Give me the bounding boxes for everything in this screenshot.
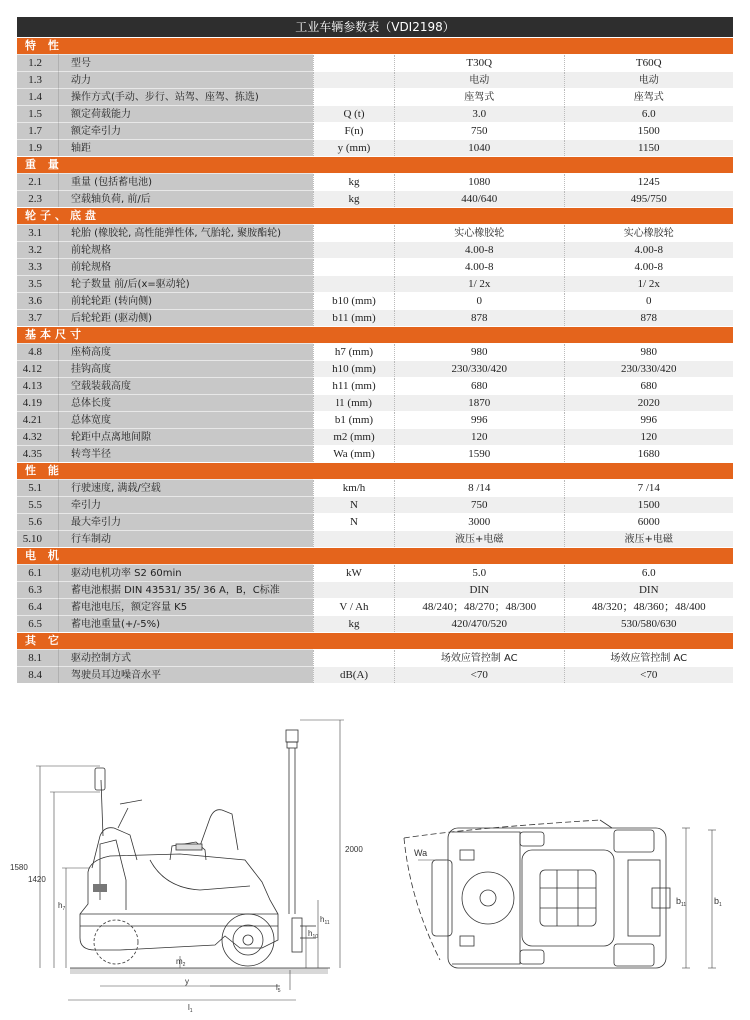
table-row xyxy=(17,71,733,88)
value-t30q: 电动 xyxy=(469,75,490,86)
value-t30q: 8 /14 xyxy=(468,482,491,494)
row-values xyxy=(313,428,733,445)
row-values xyxy=(313,173,733,190)
row-number: 3.2 xyxy=(17,241,58,258)
row-values xyxy=(313,88,733,105)
value-t60q: 座驾式 xyxy=(564,89,734,105)
row-unit: kg xyxy=(313,616,395,632)
dim-l1-sub: 1 xyxy=(189,1008,193,1014)
dim-wa: Wa xyxy=(414,848,428,858)
row-label: 挂钩高度 xyxy=(58,360,313,377)
row-values xyxy=(313,71,733,88)
value-t60q: 680 xyxy=(564,378,734,394)
value-t30q: 实心橡胶轮 xyxy=(454,228,505,239)
value-t30q: 1590 xyxy=(468,448,491,460)
steering-wheel xyxy=(462,872,514,924)
row-number: 3.1 xyxy=(17,224,58,241)
tractor-body xyxy=(80,854,278,950)
row-label: 空载装载高度 xyxy=(58,377,313,394)
row-values xyxy=(313,564,733,581)
dim-b1: b xyxy=(714,896,720,906)
row-label: 前轮规格 xyxy=(58,241,313,258)
ground-hatch xyxy=(70,968,328,974)
row-unit: F(n) xyxy=(313,123,395,139)
row-unit xyxy=(313,259,395,275)
section-header: 基本尺寸 xyxy=(17,326,733,343)
table-row xyxy=(17,615,733,632)
dim-m2: m xyxy=(176,957,183,966)
value-t30q: 5.0 xyxy=(472,567,487,579)
value-t30q: 680 xyxy=(471,380,488,392)
value-t60q: T60Q xyxy=(564,55,734,71)
row-values xyxy=(313,275,733,292)
row-number: 4.13 xyxy=(17,377,58,394)
row-number: 5.1 xyxy=(17,479,58,496)
row-label: 操作方式(手动、步行、站驾、座驾、拣选) xyxy=(58,88,313,105)
row-label: 型号 xyxy=(58,54,313,71)
value-t30q: 440/640 xyxy=(461,193,498,205)
row-values xyxy=(313,190,733,207)
svg-text:l5 xyxy=(276,983,281,994)
table-row xyxy=(17,343,733,360)
section-header: 重 量 xyxy=(17,156,733,173)
svg-text:h11 xyxy=(320,915,330,926)
value-t60q: 电动 xyxy=(564,72,734,88)
row-label: 牵引力 xyxy=(58,496,313,513)
row-label: 蓄电池电压，额定容量 K5 xyxy=(58,598,313,615)
value-t30q: 48/240；48/270；48/300 xyxy=(422,601,537,613)
table-row xyxy=(17,360,733,377)
row-unit xyxy=(313,276,395,292)
value-t30q: 980 xyxy=(471,346,488,358)
row-number: 6.4 xyxy=(17,598,58,615)
side-view-drawing xyxy=(70,730,330,974)
row-number: 5.10 xyxy=(17,530,58,547)
row-number: 4.8 xyxy=(17,343,58,360)
section-header: 轮子、底盘 xyxy=(17,207,733,224)
row-number: 4.19 xyxy=(17,394,58,411)
row-number: 1.4 xyxy=(17,88,58,105)
value-t30q: 996 xyxy=(471,414,488,426)
value-t30q: 750 xyxy=(471,125,488,137)
dim-y: y xyxy=(185,977,189,986)
row-values xyxy=(313,105,733,122)
row-unit: N xyxy=(313,514,395,530)
table-row xyxy=(17,54,733,71)
row-values xyxy=(313,377,733,394)
value-t30q: 750 xyxy=(471,499,488,511)
dim-2000: 2000 xyxy=(345,845,363,854)
value-t30q: 878 xyxy=(471,312,488,324)
table-row xyxy=(17,105,733,122)
value-t30q: 座驾式 xyxy=(464,92,495,103)
table-row xyxy=(17,530,733,547)
row-number: 3.5 xyxy=(17,275,58,292)
row-label: 额定牵引力 xyxy=(58,122,313,139)
row-unit: h11 (mm) xyxy=(313,378,395,394)
dim-h10-sub: 10 xyxy=(312,934,319,940)
row-number: 3.7 xyxy=(17,309,58,326)
row-values xyxy=(313,241,733,258)
row-label: 蓄电池根据 DIN 43531/ 35/ 36 A，B，C标准 xyxy=(58,581,313,598)
value-t60q: 996 xyxy=(564,412,734,428)
row-values xyxy=(313,530,733,547)
section-header: 性 能 xyxy=(17,462,733,479)
value-t60q: 230/330/420 xyxy=(564,361,734,377)
value-t30q: <70 xyxy=(470,669,488,681)
row-unit xyxy=(313,582,395,598)
dim-h7: h xyxy=(58,901,63,910)
row-label: 前轮规格 xyxy=(58,258,313,275)
row-values xyxy=(313,139,733,156)
table-row xyxy=(17,309,733,326)
value-t60q: 1680 xyxy=(564,446,734,462)
row-values xyxy=(313,411,733,428)
row-unit: m2 (mm) xyxy=(313,429,395,445)
table-title: 工业车辆参数表（VDI2198） xyxy=(17,17,733,37)
value-t60q: 120 xyxy=(564,429,734,445)
row-values xyxy=(313,292,733,309)
svg-text:b11 xyxy=(676,896,686,908)
svg-text:m2 xyxy=(176,957,186,968)
table-row xyxy=(17,666,733,683)
row-unit: kW xyxy=(313,565,395,581)
table-row xyxy=(17,513,733,530)
value-t30q: 4.00-8 xyxy=(465,261,494,273)
dim-l1: l xyxy=(188,1003,190,1012)
row-values xyxy=(313,224,733,241)
dim-h10: h xyxy=(308,929,313,938)
table-row xyxy=(17,479,733,496)
row-unit: dB(A) xyxy=(313,667,395,683)
dim-l5-sub: 5 xyxy=(277,988,281,994)
value-t60q: 1500 xyxy=(564,123,734,139)
table-row xyxy=(17,122,733,139)
table-row xyxy=(17,88,733,105)
row-values xyxy=(313,258,733,275)
row-label: 空载轴负荷, 前/后 xyxy=(58,190,313,207)
row-unit xyxy=(313,225,395,241)
row-label: 行车制动 xyxy=(58,530,313,547)
value-t60q: 495/750 xyxy=(564,191,734,207)
row-values xyxy=(313,54,733,71)
value-t30q: T30Q xyxy=(466,57,493,69)
row-number: 1.2 xyxy=(17,54,58,71)
value-t60q: DIN xyxy=(564,582,734,598)
row-label: 蓄电池重量(+/-5%) xyxy=(58,615,313,632)
row-label: 驱动控制方式 xyxy=(58,649,313,666)
table-row xyxy=(17,598,733,615)
row-label: 驱动电机功率 S2 60min xyxy=(58,564,313,581)
row-values xyxy=(313,394,733,411)
row-label: 最大牵引力 xyxy=(58,513,313,530)
value-t60q: 4.00-8 xyxy=(564,259,734,275)
row-unit: km/h xyxy=(313,480,395,496)
table-row xyxy=(17,564,733,581)
dim-h7-sub: 7 xyxy=(62,906,66,912)
row-number: 4.21 xyxy=(17,411,58,428)
svg-text:l1 xyxy=(188,1003,193,1014)
row-unit: Q (t) xyxy=(313,106,395,122)
row-number: 4.12 xyxy=(17,360,58,377)
value-t30q: 4.00-8 xyxy=(465,244,494,256)
row-label: 驾驶员耳边噪音水平 xyxy=(58,666,313,683)
row-values xyxy=(313,598,733,615)
table-body xyxy=(17,37,733,683)
row-unit: V / Ah xyxy=(313,599,395,615)
front-wheel xyxy=(94,920,138,964)
table-row xyxy=(17,139,733,156)
row-unit: kg xyxy=(313,191,395,207)
table-row xyxy=(17,173,733,190)
row-unit: h10 (mm) xyxy=(313,361,395,377)
row-label: 座椅高度 xyxy=(58,343,313,360)
value-t60q: 530/580/630 xyxy=(564,616,734,632)
row-label: 动力 xyxy=(58,71,313,88)
row-number: 6.3 xyxy=(17,581,58,598)
seat-top xyxy=(540,870,596,926)
row-values xyxy=(313,360,733,377)
row-values xyxy=(313,122,733,139)
table-row xyxy=(17,581,733,598)
row-values xyxy=(313,513,733,530)
row-number: 2.1 xyxy=(17,173,58,190)
table-row xyxy=(17,428,733,445)
row-number: 1.5 xyxy=(17,105,58,122)
row-number: 5.5 xyxy=(17,496,58,513)
value-t30q: 3.0 xyxy=(472,108,487,120)
table-row xyxy=(17,649,733,666)
row-number: 4.32 xyxy=(17,428,58,445)
row-unit xyxy=(313,242,395,258)
row-number: 6.1 xyxy=(17,564,58,581)
row-unit: b11 (mm) xyxy=(313,310,395,326)
row-values xyxy=(313,309,733,326)
value-t60q: 液压+电磁 xyxy=(564,531,734,547)
row-number: 6.5 xyxy=(17,615,58,632)
row-unit: y (mm) xyxy=(313,140,395,156)
value-t60q: <70 xyxy=(564,667,734,683)
value-t60q: 7 /14 xyxy=(564,480,734,496)
spec-table xyxy=(17,17,733,683)
row-number: 3.6 xyxy=(17,292,58,309)
row-unit: l1 (mm) xyxy=(313,395,395,411)
row-label: 行驶速度, 满载/空载 xyxy=(58,479,313,496)
value-t30q: 1040 xyxy=(468,142,491,154)
dim-h11-sub: 11 xyxy=(324,920,330,926)
dim-1580: 1580 xyxy=(10,863,28,872)
dim-b11: b xyxy=(676,896,682,906)
top-view-drawing xyxy=(404,820,670,968)
row-number: 4.35 xyxy=(17,445,58,462)
row-number: 1.7 xyxy=(17,122,58,139)
table-row xyxy=(17,292,733,309)
table-row xyxy=(17,190,733,207)
dim-b1-sub: 1 xyxy=(719,902,722,908)
row-values xyxy=(313,343,733,360)
table-row xyxy=(17,224,733,241)
row-label: 转弯半径 xyxy=(58,445,313,462)
value-t60q: 4.00-8 xyxy=(564,242,734,258)
value-t60q: 6000 xyxy=(564,514,734,530)
table-row xyxy=(17,241,733,258)
row-unit xyxy=(313,89,395,105)
value-t60q: 980 xyxy=(564,344,734,360)
value-t60q: 2020 xyxy=(564,395,734,411)
row-number: 2.3 xyxy=(17,190,58,207)
row-number: 8.4 xyxy=(17,666,58,683)
value-t30q: 230/330/420 xyxy=(451,363,508,375)
row-label: 后轮轮距 (驱动侧) xyxy=(58,309,313,326)
row-number: 1.3 xyxy=(17,71,58,88)
dimension-drawings xyxy=(0,700,750,1020)
dim-l5: l xyxy=(276,983,278,992)
value-t30q: DIN xyxy=(469,584,490,596)
row-unit xyxy=(313,72,395,88)
top-view-dimensions xyxy=(418,828,716,968)
dim-h11: h xyxy=(320,915,325,924)
section-header: 其 它 xyxy=(17,632,733,649)
table-row xyxy=(17,377,733,394)
row-number: 5.6 xyxy=(17,513,58,530)
dim-b11-sub: 11 xyxy=(681,902,687,908)
side-view-labels xyxy=(10,845,363,1014)
value-t30q: 场效应管控制 AC xyxy=(440,653,518,664)
value-t30q: 0 xyxy=(476,295,482,307)
row-number: 3.3 xyxy=(17,258,58,275)
row-label: 轮距中点离地间隙 xyxy=(58,428,313,445)
value-t60q: 实心橡胶轮 xyxy=(564,225,734,241)
value-t60q: 6.0 xyxy=(564,565,734,581)
row-unit xyxy=(313,531,395,547)
row-unit: b1 (mm) xyxy=(313,412,395,428)
value-t60q: 1150 xyxy=(564,140,734,156)
row-label: 重量 (包括蓄电池) xyxy=(58,173,313,190)
row-label: 前轮轮距 (转向侧) xyxy=(58,292,313,309)
row-label: 轮胎 (橡胶轮, 高性能弹性体, 气胎轮, 聚胺酯轮) xyxy=(58,224,313,241)
value-t30q: 液压+电磁 xyxy=(455,534,504,545)
row-number: 1.9 xyxy=(17,139,58,156)
row-values xyxy=(313,666,733,683)
dim-m2-sub: 2 xyxy=(182,962,186,968)
table-row xyxy=(17,275,733,292)
row-values xyxy=(313,649,733,666)
row-values xyxy=(313,479,733,496)
row-label: 轴距 xyxy=(58,139,313,156)
value-t60q: 1/ 2x xyxy=(564,276,734,292)
value-t60q: 1245 xyxy=(564,174,734,190)
table-row xyxy=(17,411,733,428)
value-t30q: 1/ 2x xyxy=(468,278,491,290)
row-unit: Wa (mm) xyxy=(313,446,395,462)
row-label: 总体宽度 xyxy=(58,411,313,428)
row-label: 额定荷载能力 xyxy=(58,105,313,122)
table-row xyxy=(17,496,733,513)
value-t60q: 0 xyxy=(564,293,734,309)
row-unit: N xyxy=(313,497,395,513)
row-values xyxy=(313,496,733,513)
value-t30q: 1870 xyxy=(468,397,491,409)
row-unit xyxy=(313,650,395,666)
side-view-dimensions xyxy=(36,720,344,1000)
svg-text:h7 xyxy=(58,901,65,912)
value-t60q: 1500 xyxy=(564,497,734,513)
row-values xyxy=(313,615,733,632)
value-t30q: 3000 xyxy=(468,516,491,528)
row-label: 总体长度 xyxy=(58,394,313,411)
value-t60q: 6.0 xyxy=(564,106,734,122)
table-row xyxy=(17,394,733,411)
row-unit xyxy=(313,55,395,71)
value-t30q: 1080 xyxy=(468,176,491,188)
dim-1420: 1420 xyxy=(28,875,46,884)
svg-text:b1 xyxy=(714,896,722,908)
row-label: 轮子数量 前/后(x=驱动轮) xyxy=(58,275,313,292)
value-t60q: 878 xyxy=(564,310,734,326)
value-t30q: 420/470/520 xyxy=(451,618,508,630)
row-number: 8.1 xyxy=(17,649,58,666)
value-t60q: 场效应管控制 AC xyxy=(564,650,734,666)
row-unit: kg xyxy=(313,174,395,190)
row-values xyxy=(313,445,733,462)
value-t60q: 48/320；48/360；48/400 xyxy=(564,599,734,615)
table-row xyxy=(17,445,733,462)
row-unit: b10 (mm) xyxy=(313,293,395,309)
value-t30q: 120 xyxy=(471,431,488,443)
section-header: 电 机 xyxy=(17,547,733,564)
row-values xyxy=(313,581,733,598)
row-unit: h7 (mm) xyxy=(313,344,395,360)
section-header: 特 性 xyxy=(17,37,733,54)
table-row xyxy=(17,258,733,275)
